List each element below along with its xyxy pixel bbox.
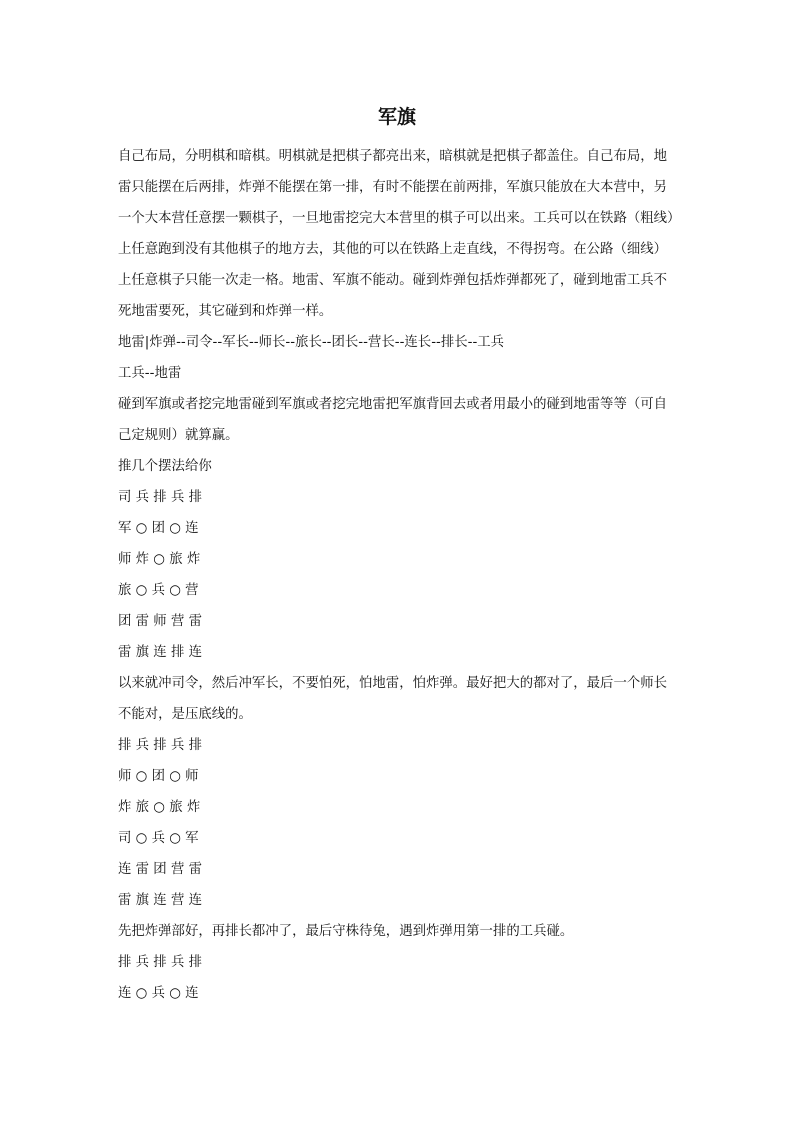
layout1-row: 司 兵 排 兵 排 (118, 490, 202, 505)
page-title: 军旗 (377, 106, 416, 128)
layout2-row: 排 兵 排 兵 排 (118, 738, 202, 753)
layout1-row: 师 炸 ○ 旅 炸 (118, 552, 201, 567)
layout2-note: 先把炸弹部好，再排长都冲了，最后守株待兔，遇到炸弹用第一排的工兵碰。 (118, 924, 574, 939)
layout3-row: 连 ○ 兵 ○ 连 (118, 986, 199, 1001)
layout2-row: 司 ○ 兵 ○ 军 (118, 831, 199, 846)
rules-paragraph: 自己布局，分明棋和暗棋。明棋就是把棋子都亮出来，暗棋就是把棋子都盖住。自己布局，地雷只能摆在后两排，炸弹不能摆在第一排，有时不能摆在前两排，军旗只能放在大本营中，另一个大本营任意摆一颗棋子，一旦地雷挖完大本营里的棋子可以出来。工兵可以在铁路（粗线）上任意跑到没有其他棋子的地方去，其他的可以在铁路上走直线，不得拐弯。在公路（细线）上任意棋子只能一次走一格。地雷、军旗不能动。碰到炸弹包括炸弹都死了，碰到地雷工兵不死地雷要死，其它碰到和炸弹一样。 (118, 149, 674, 319)
layout2-row: 连 雷 团 营 雷 (118, 862, 202, 877)
rank-order-line: 地雷|炸弹--司令--军长--师长--旅长--团长--营长--连长--排长--工兵 (118, 335, 505, 350)
layout1-row: 雷 旗 连 排 连 (118, 645, 202, 660)
layout1-row: 团 雷 师 营 雷 (118, 614, 202, 629)
layouts-intro: 推几个摆法给你 (118, 459, 212, 474)
layout1-row: 军 ○ 团 ○ 连 (118, 521, 199, 536)
layout1-row: 旅 ○ 兵 ○ 营 (118, 583, 199, 598)
document-body (118, 141, 678, 1009)
engineer-rule-line: 工兵--地雷 (118, 366, 182, 381)
layout2-row: 师 ○ 团 ○ 师 (118, 769, 199, 784)
win-condition-paragraph: 碰到军旗或者挖完地雷碰到军旗或者挖完地雷把军旗背回去或者用最小的碰到地雷等等（可自己定规则）就算赢。 (118, 397, 668, 443)
layout3-row: 排 兵 排 兵 排 (118, 955, 202, 970)
layout2-row: 雷 旗 连 营 连 (118, 893, 202, 908)
layout1-note: 以来就冲司令，然后冲军长，不要怕死，怕地雷，怕炸弹。最好把大的都对了，最后一个师长不能对，是压底线的。 (118, 676, 668, 722)
layout2-row: 炸 旅 ○ 旅 炸 (118, 800, 201, 815)
